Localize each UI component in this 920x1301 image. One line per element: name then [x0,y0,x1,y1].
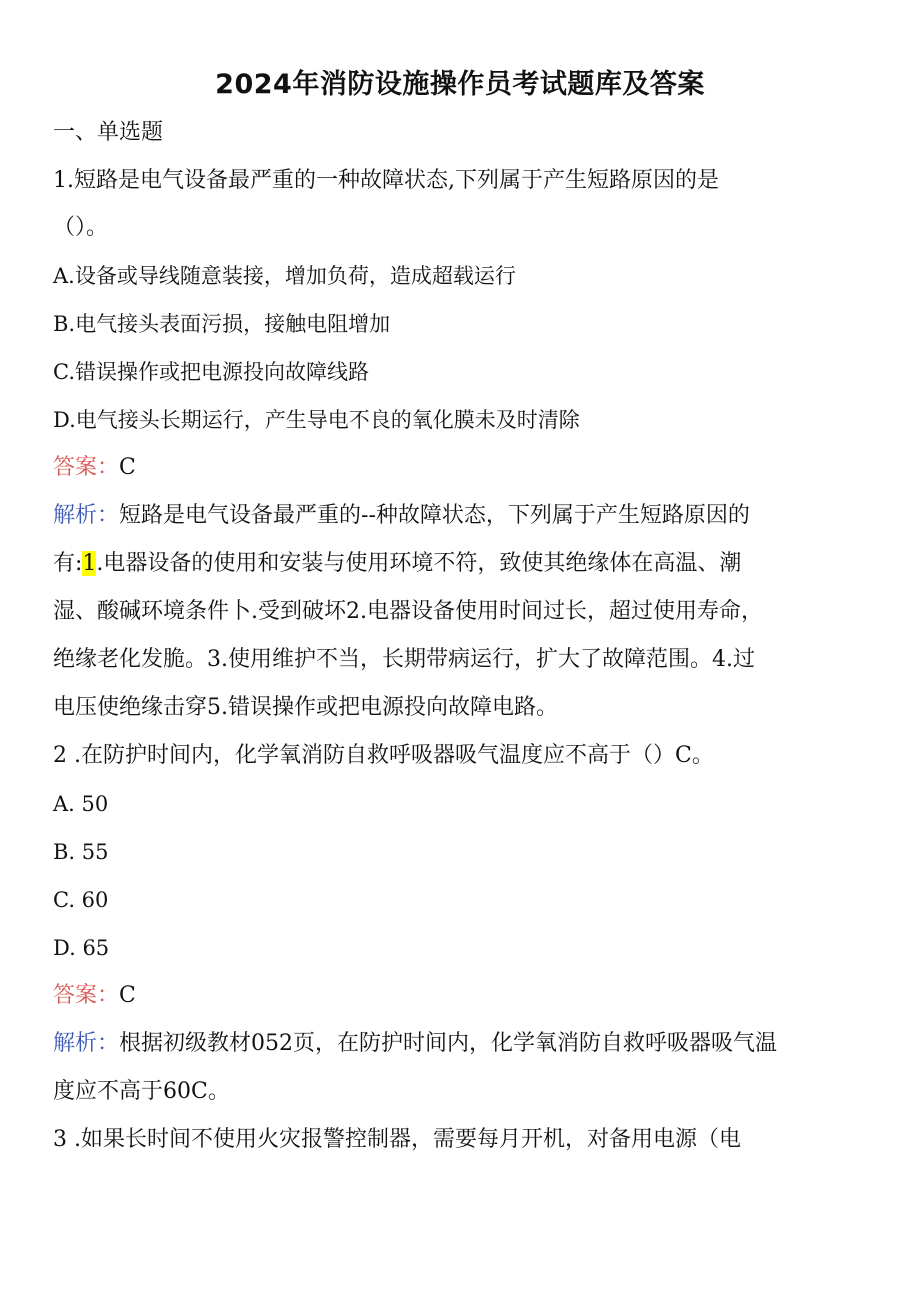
answer-label: 答案： [53,983,120,1008]
question-2-stem-line-1: 2 .在防护时间内，化学氧消防自救呼吸器吸气温度应不高于（）C。 [53,743,714,768]
question-2-option-c: C. 60 [53,888,109,912]
explanation-label: 解析： [53,1031,120,1056]
question-1-explanation-line-3: 湿、酸碱环境条件卜.受到破坏2.电器设备使用时间过长，超过使用寿命， [53,599,763,624]
highlighted-text: 1 [82,551,97,576]
explanation-text: 有: [53,551,83,576]
question-1-option-c: C.错误操作或把电源投向故障线路 [53,360,369,384]
question-1-explanation-line-5: 电压使绝缘击穿5.错误操作或把电源投向故障电路。 [53,695,558,720]
question-2-explanation-line-1 [53,1029,777,1059]
explanation-text: .电器设备的使用和安装与使用环境不符，致使其绝缘体在高温、潮 [96,551,742,576]
explanation-text: 短路是电气设备最严重的--种故障状态，下列属于产生短路原因的 [119,503,750,528]
question-3-stem-line-1: 3 .如果长时间不使用火灾报警控制器，需要每月开机，对备用电源（电 [53,1127,741,1152]
question-2-option-b: B. 55 [53,840,109,864]
question-1-option-d: D.电气接头长期运行，产生导电不良的氧化膜未及时清除 [53,408,580,432]
question-1-answer [53,453,136,483]
document-title: 2024年消防设施操作员考试题库及答案 [215,69,705,100]
section-heading: 一、单选题 [53,120,164,145]
question-2-explanation-line-2: 度应不高于60C。 [53,1079,230,1104]
answer-value: C [119,983,136,1008]
question-1-stem-line-1: 1.短路是电气设备最严重的一种故障状态,下列属于产生短路原因的是 [53,168,719,193]
explanation-text: 根据初级教材052页，在防护时间内，化学氧消防自救呼吸器吸气温 [119,1031,778,1056]
question-1-explanation-line-4: 绝缘老化发脆。3.使用维护不当，长期带病运行，扩大了故障范围。4.过 [53,647,755,672]
question-2-option-a: A. 50 [53,792,109,816]
explanation-label: 解析： [53,503,120,528]
question-2-answer [53,981,136,1011]
question-1-stem-line-2: （）。 [53,215,109,240]
question-1-option-b: B.电气接头表面污损，接触电阻增加 [53,312,391,336]
question-1-explanation-line-1 [53,501,750,531]
answer-value: C [119,455,136,480]
answer-label: 答案： [53,455,120,480]
question-1-option-a: A.设备或导线随意装接，增加负荷，造成超载运行 [53,264,516,288]
question-2-option-d: D. 65 [53,936,110,960]
question-1-explanation-line-2 [53,549,741,579]
